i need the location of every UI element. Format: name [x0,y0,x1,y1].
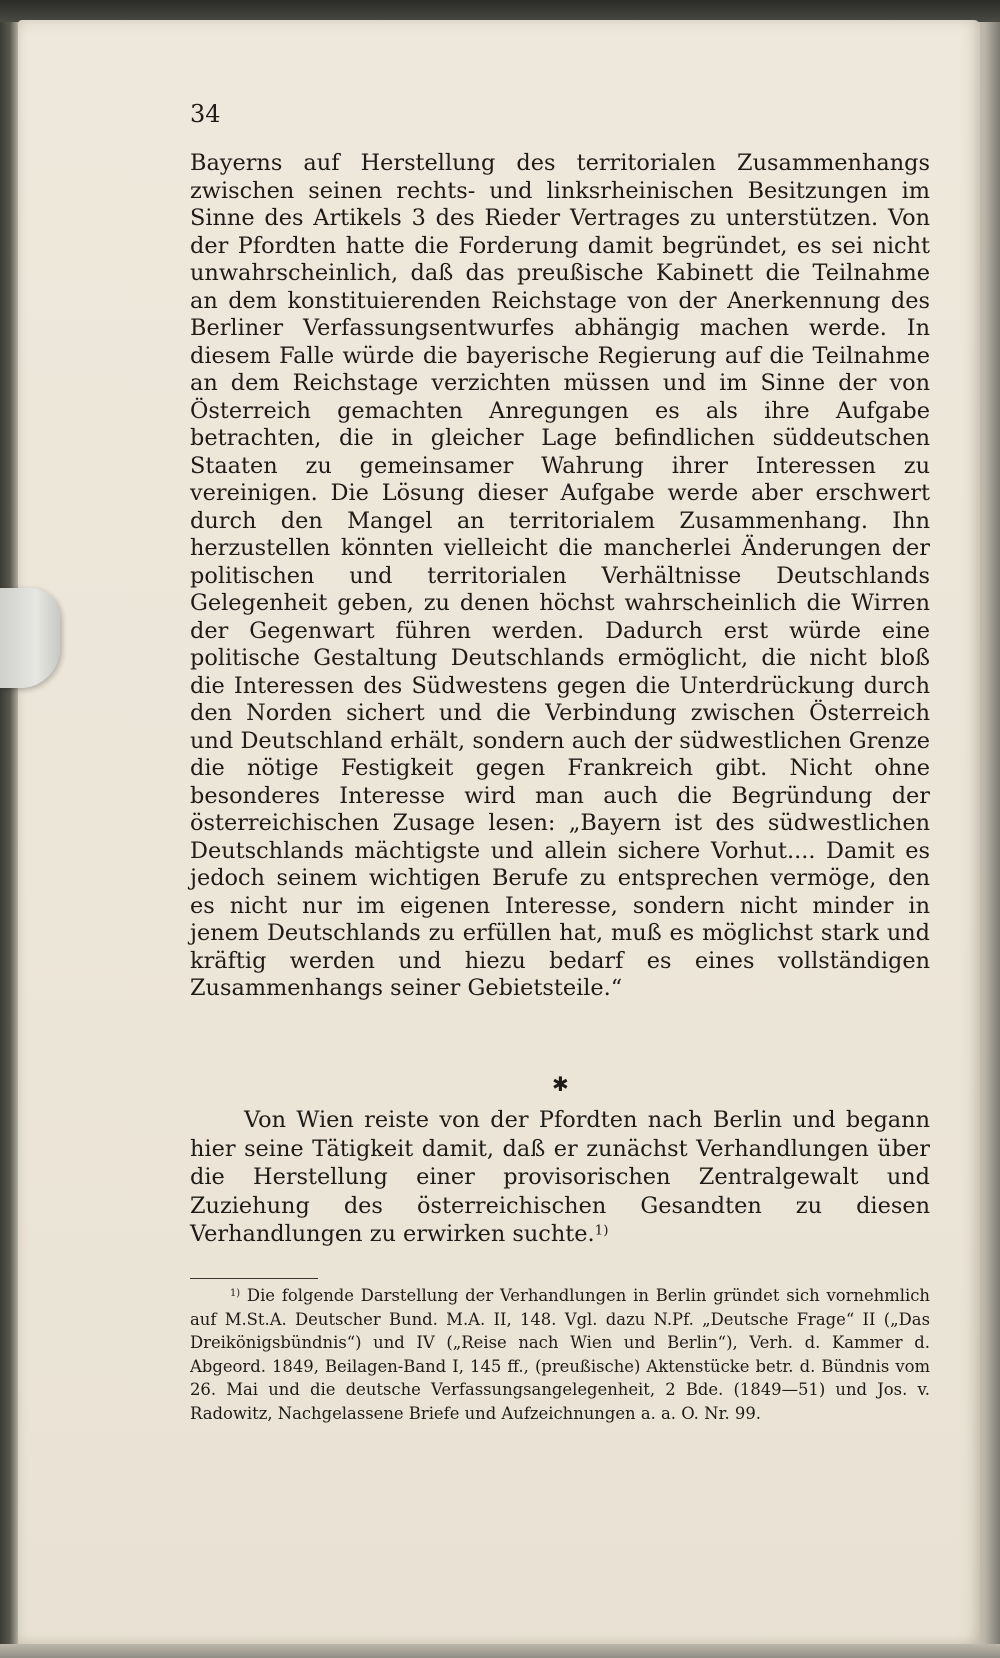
footnote-reference: 1) [594,1223,609,1239]
section-separator-asterisk: ✱ [552,1072,569,1096]
body-paragraph-1: Bayerns auf Herstellung des territorialen Zusammenhangs zwischen seinen rechts- und linksrheinischen Besitzungen im Sinne des Artikels 3 des Rieder Vertrages zu unterstützen. Von der Pfordten hatte die Forderung damit begründet, es sei nicht unwahrscheinlich, daß das preußische Kabinett die Teilnahme an dem konstituierenden Reichstage von der Anerkennung des Berliner Verfassungsentwurfes abhängig machen werde. In diesem Falle würde die bayerische Regierung auf die Teilnahme an dem Reichstage verzichten müssen und im Sinne der von Österreich gemachten Anregungen es als ihre Aufgabe betrachten, die in gleicher Lage befindlichen süddeutschen Staaten zu gemeinsamer Wahrung ihrer Interessen zu vereinigen. Die Lösung dieser Aufgabe werde aber erschwert durch den Mangel an territorialem Zusammenhang. Ihn herzustellen könnten vielleicht die mancherlei Änderungen der politischen und territorialen Verhältnisse Deutschlands Gelegenheit geben, zu denen höchst wahrscheinlich die Wirren der Gegenwart führen werden. Dadurch erst würde eine politische Gestaltung Deutschlands ermöglicht, die nicht bloß die Interessen des Südwestens gegen die Unterdrückung durch den Norden sichert und die Verbindung zwischen Österreich und Deutschland erhält, sondern auch der südwestlichen Grenze die nötige Festigkeit gegen Frankreich gibt. Nicht ohne besonderes Interesse wird man auch die Begründung der österreichischen Zusage lesen: „Bayern ist des südwestlichen Deutschlands mächtigste und allein sichere Vorhut.... Damit es jedoch seinem wichtigen Berufe zu entsprechen vermöge, den es nicht nur im eigenen Interesse, sondern nicht minder in jenem Deutschlands zu erfüllen hat, muß es möglichst stark und kräftig werden und hiezu bedarf es eines vollständigen Zusammenhangs seiner Gebietsteile.“ [190,150,930,1001]
footnote-marker: 1) [230,1288,241,1300]
book-cover-top-edge [0,0,1000,22]
footnote [190,1284,930,1426]
footnote-text: Die folgende Darstellung der Verhandlungen in Berlin gründet sich vornehmlich auf M.St.A. Deutscher Bund. M.A. II, 148. Vgl. dazu N.Pf. „Deutsche Frage“ II („Das Dreikönigsbündnis“) und IV („Reise nach Wien und Berlin“), Verh. d. Kammer d. Abgeord. 1849, Beilagen-Band I, 145 ff., (preußische) Aktenstücke betr. d. Bündnis vom 26. Mai und die deutsche Verfassungsangelegenheit, 2 Bde. (1849—51) und Jos. v. Radowitz, Nachgelassene Briefe und Aufzeichnungen a. a. O. Nr. 99. [190,1286,930,1423]
page-clip-tab [0,588,60,688]
footnote-divider [190,1278,318,1279]
page-bottom-edge [0,1644,1000,1658]
page-number: 34 [190,100,221,128]
body-paragraph-2 [190,1106,930,1249]
body-paragraph-2-text: Von Wien reiste von der Pfordten nach Berlin und begann hier seine Tätigkeit damit, daß er zunächst Verhandlungen über die Herstellung einer provisorischen Zentralgewalt und Zuziehung des österreichischen Gesandten zu diesen Verhandlungen zu erwirken suchte. [190,1107,930,1248]
